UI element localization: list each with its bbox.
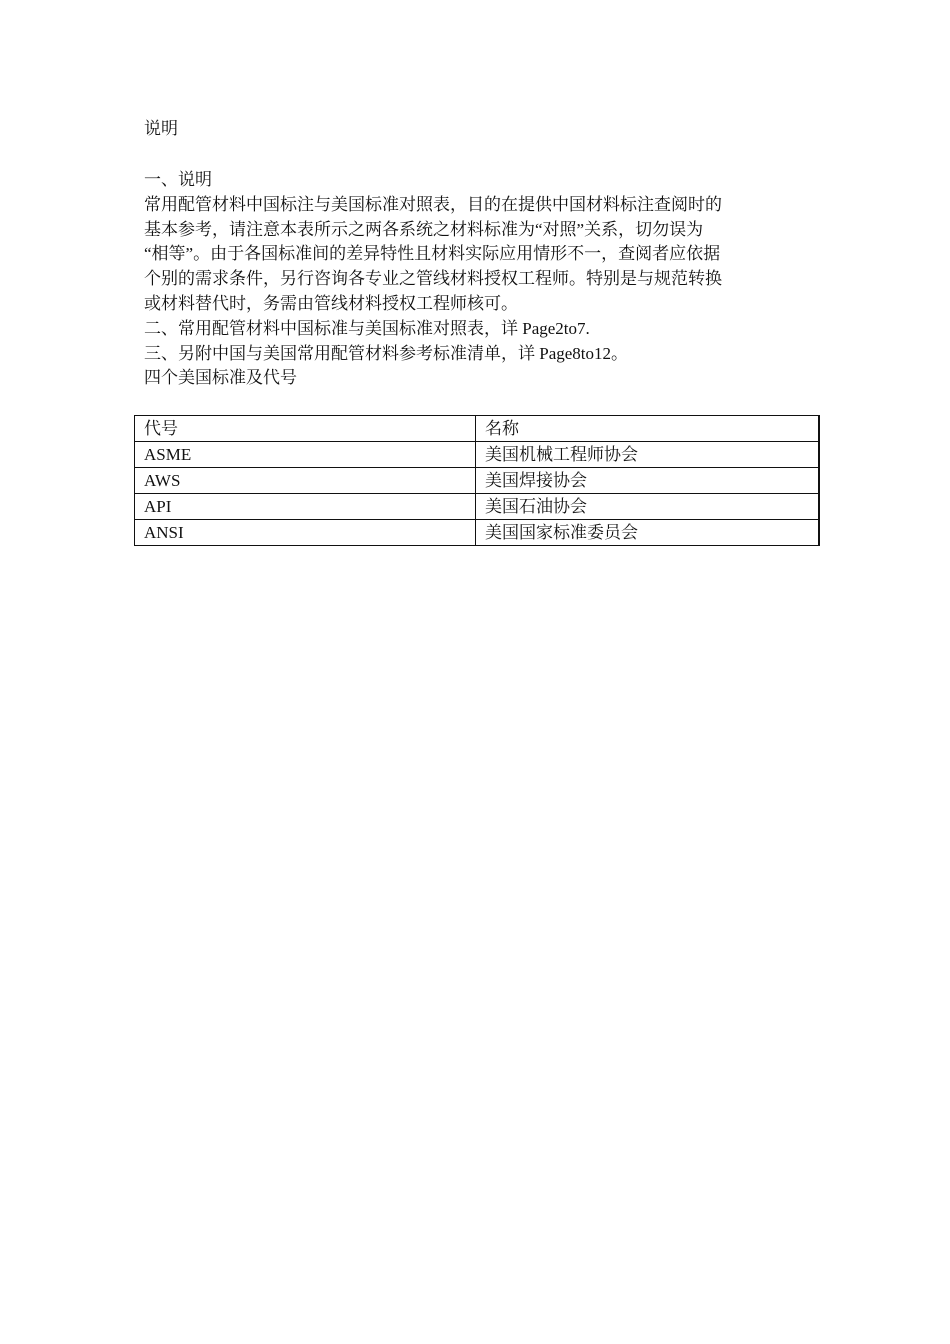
cell-name: 美国国家标准委员会 [476,520,820,546]
table-row [135,468,820,494]
cell-code: ASME [135,442,476,468]
table-row [135,520,820,546]
section-heading-4: 四个美国标准及代号 [144,368,297,388]
section-item-2: 二、常用配管材料中国标准与美国标准对照表，详 Page2to7. [144,318,590,338]
header-code: 代号 [135,416,476,442]
paragraph-line: 或材料替代时，务需由管线材料授权工程师核可。 [144,293,518,313]
paragraph-line: “相等”。由于各国标准间的差异特性且材料实际应用情形不一，查阅者应依据 [144,244,721,264]
cell-name: 美国石油协会 [476,494,820,520]
cell-code: ANSI [135,520,476,546]
table-row [135,442,820,468]
table-header-row [135,416,820,442]
header-name: 名称 [476,416,820,442]
body-text [144,168,804,391]
cell-code: AWS [135,468,476,494]
document-title: 说明 [144,119,178,138]
section-heading-1: 一、说明 [144,170,212,189]
cell-name: 美国机械工程师协会 [476,442,820,468]
paragraph-line: 常用配管材料中国标注与美国标准对照表，目的在提供中国材料标注查阅时的 [144,194,722,214]
cell-code: API [135,494,476,520]
section-item-3: 三、另附中国与美国常用配管材料参考标准清单，详 Page8to12。 [144,343,629,363]
cell-name: 美国焊接协会 [476,468,820,494]
table-row [135,494,820,520]
paragraph-line: 基本参考，请注意本表所示之两各系统之材料标准为“对照”关系，切勿误为 [144,219,704,239]
paragraph-line: 个别的需求条件，另行咨询各专业之管线材料授权工程师。特别是与规范转换 [144,269,722,289]
standards-code-table [134,415,820,546]
